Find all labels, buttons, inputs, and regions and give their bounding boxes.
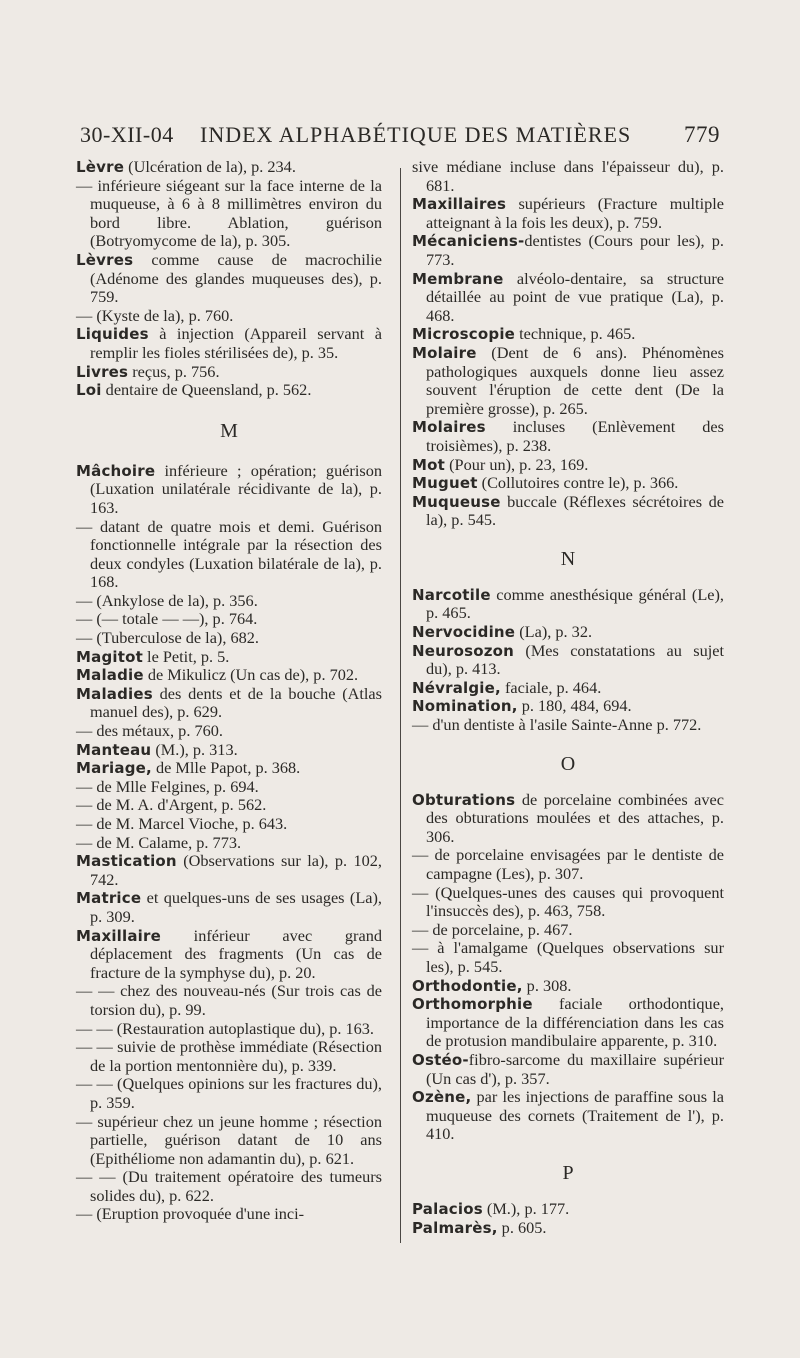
entry-text: reçus, p. 756. <box>128 361 220 381</box>
entry-text: — de porcelaine envisagées par le dentiste de campagne (Les), p. 307. <box>412 845 724 883</box>
entry-headword: Névralgie, <box>412 678 501 697</box>
index-entry <box>76 685 382 722</box>
entry-headword: Narcotile <box>412 585 491 604</box>
entry-text: — supérieur chez un jeune homme ; résection partielle, guérison datant de 10 ans (Epithéliome non adamantin du), p. 621. <box>76 1111 382 1168</box>
index-entry <box>412 232 724 269</box>
entry-text: de Mikulicz (Un cas de), p. 702. <box>143 665 359 685</box>
section-letter: N <box>560 547 576 570</box>
index-entry <box>76 852 382 889</box>
index-entry <box>412 1088 724 1144</box>
entry-headword: Mécaniciens- <box>412 232 525 251</box>
index-entry <box>76 307 382 326</box>
entry-headword: Matrice <box>76 889 142 908</box>
index-entry <box>76 1038 382 1075</box>
entry-headword: Maladie <box>76 666 144 685</box>
entry-text: (Ulcération de la), p. 234. <box>124 157 296 176</box>
index-entry <box>76 381 382 400</box>
right-column <box>412 158 724 1237</box>
entry-text: (Observations sur la), p. 102, 742. <box>90 851 382 889</box>
entry-text: buccale (Réflexes sécrétoires de la), p. 545. <box>426 491 724 530</box>
index-entry <box>412 697 724 716</box>
entry-text: — — (Quelques opinions sur les fractures du), p. 359. <box>76 1074 382 1112</box>
entry-text: dentistes (Cours pour les), p. 773. <box>426 231 724 269</box>
index-entry <box>76 796 382 815</box>
entry-headword: Ostéo- <box>412 1050 469 1069</box>
index-entry <box>412 995 724 1051</box>
entry-headword: Palmarès, <box>412 1218 498 1237</box>
index-entry <box>412 977 724 996</box>
entry-headword: Obturations <box>412 790 516 809</box>
entry-text: (Mes constatations au sujet du), p. 413. <box>426 640 724 679</box>
index-entry <box>76 325 382 362</box>
entry-text: (La), p. 32. <box>515 622 593 642</box>
index-entry <box>76 592 382 611</box>
index-entry <box>76 158 382 177</box>
entry-headword: Molaire <box>412 343 477 362</box>
entry-headword: Lèvre <box>76 158 125 176</box>
index-entry <box>412 716 724 735</box>
index-entry <box>76 1075 382 1112</box>
entry-headword: Lèvres <box>76 250 134 269</box>
entry-text: et quelques-uns de ses usages (La), p. 309. <box>90 888 382 926</box>
section-letter: P <box>562 1161 574 1184</box>
entry-headword: Maladies <box>76 684 153 703</box>
entry-text: inférieure ; opération; guérison (Luxation unilatérale récidivante de la), p. 163. <box>90 460 382 517</box>
entry-text: — (Eruption provoquée d'une inci- <box>76 1204 305 1224</box>
index-entry <box>76 629 382 648</box>
index-entry <box>76 648 382 667</box>
entry-text: par les injections de paraffine sous la muqueuse des cornets (Traitement de l'), p. 410. <box>426 1087 724 1144</box>
entry-text: — à l'amalgame (Quelques observations sur les), p. 545. <box>412 938 724 976</box>
index-entry <box>412 642 724 679</box>
entry-headword: Orthodontie, <box>412 976 523 995</box>
entry-headword: Ozène, <box>412 1088 472 1107</box>
index-entry <box>76 251 382 307</box>
index-entry <box>412 586 724 623</box>
entry-text: dentaire de Queensland, p. 562. <box>101 380 312 400</box>
entry-text: — (Ankylose de la), p. 356. <box>76 590 258 610</box>
index-entry <box>76 834 382 853</box>
index-entry <box>76 1020 382 1039</box>
index-entry <box>412 679 724 698</box>
entry-text: (Pour un), p. 23, 169. <box>445 454 589 474</box>
entry-headword: Liquides <box>76 325 149 344</box>
index-entry <box>76 889 382 926</box>
page-number: 779 <box>684 122 720 147</box>
index-entry <box>412 791 724 847</box>
index-entry <box>412 195 724 232</box>
index-entry <box>412 456 724 475</box>
entry-headword: Molaires <box>412 418 486 437</box>
index-entry <box>76 363 382 382</box>
entry-text: — (Tuberculose de la), 682. <box>76 628 259 648</box>
entry-headword: Maxillaires <box>412 195 507 214</box>
index-entry <box>412 158 724 195</box>
index-entry <box>412 493 724 530</box>
left-column <box>76 158 382 1224</box>
entry-text: (M.), p. 313. <box>151 739 238 759</box>
entry-text: p. 180, 484, 694. <box>517 696 632 716</box>
column-divider <box>400 168 401 1243</box>
index-entry <box>412 1200 724 1219</box>
index-entry <box>76 815 382 834</box>
entry-headword: Orthomorphie <box>412 995 533 1014</box>
index-entry <box>76 982 382 1019</box>
entry-headword: Magitot <box>76 647 143 666</box>
entry-text: — (Quelques-unes des causes qui provoquent l'insuccès des), p. 463, 758. <box>412 882 724 921</box>
index-entry <box>76 177 382 251</box>
index-entry <box>412 846 724 883</box>
index-entry <box>412 325 724 344</box>
index-entry <box>76 1113 382 1169</box>
entry-headword: Livres <box>76 362 129 381</box>
entry-headword: Muguet <box>412 474 478 493</box>
entry-headword: Mâchoire <box>76 461 156 480</box>
entry-text: sive médiane incluse dans l'épaisseur du), p. 681. <box>412 157 724 195</box>
index-entry <box>76 741 382 760</box>
index-entry <box>412 623 724 642</box>
entry-headword: Nomination, <box>412 697 518 716</box>
entry-text: des dents et de la bouche (Atlas manuel des), p. 629. <box>90 683 382 722</box>
entry-text: — inférieure siégeant sur la face interne de la muqueuse, à 6 à 8 millimètres environ du bord libre. Ablation, guérison (Botryomycome de la), p. 305. <box>76 175 382 251</box>
entry-text: — — (Restauration autoplastique du), p. 163. <box>76 1018 374 1038</box>
entry-text: fibro-sarcome du maxillaire supérieur (Un cas d'), p. 357. <box>426 1049 724 1088</box>
entry-headword: Mot <box>412 455 446 474</box>
entry-headword: Muqueuse <box>412 492 501 511</box>
index-entry <box>412 884 724 921</box>
index-entry <box>76 518 382 592</box>
entry-text: — des métaux, p. 760. <box>76 721 223 741</box>
entry-text: (M.), p. 177. <box>482 1198 570 1218</box>
entry-text: — de M. Calame, p. 773. <box>76 832 242 852</box>
index-entry <box>412 474 724 493</box>
entry-text: p. 605. <box>497 1217 547 1237</box>
entry-text: — — (Du traitement opératoire des tumeurs solides du), p. 622. <box>76 1167 382 1205</box>
index-entry <box>76 722 382 741</box>
index-entry <box>412 344 724 418</box>
entry-headword: Loi <box>76 381 102 400</box>
running-header <box>80 122 720 154</box>
entry-text: (Collutoires contre le), p. 366. <box>477 473 679 493</box>
entry-headword: Palacios <box>412 1199 483 1218</box>
section-letter: O <box>560 752 576 775</box>
header-title: INDEX ALPHABÉTIQUE DES MATIÈRES <box>200 122 632 147</box>
entry-text: — de porcelaine, p. 467. <box>412 919 573 939</box>
entry-text: faciale orthodontique, importance de la différenciation dans les cas de protusion mandibulaire apparente, p. 310. <box>426 994 724 1051</box>
entry-headword: Microscopie <box>412 325 516 344</box>
entry-text: de porcelaine combinées avec des obturations moulées et des attaches, p. 306. <box>426 789 724 846</box>
entry-headword: Membrane <box>412 269 504 288</box>
entry-text: p. 308. <box>522 975 572 995</box>
entry-text: — datant de quatre mois et demi. Guérison fonctionnelle intégrale par la résection des deux condyles (Luxation bilatérale de la), p. 168. <box>76 516 382 592</box>
header-date: 30-XII-04 <box>80 122 174 147</box>
entry-text: comme anesthésique général (Le), p. 465. <box>426 584 724 623</box>
entry-text: — (Kyste de la), p. 760. <box>76 305 234 325</box>
entry-text: — de M. A. d'Argent, p. 562. <box>76 795 267 815</box>
index-entry <box>412 1219 724 1238</box>
entry-text: — de M. Marcel Vioche, p. 643. <box>76 814 288 833</box>
entry-headword: Maxillaire <box>76 926 161 945</box>
index-entry <box>412 1051 724 1088</box>
entry-text: comme cause de macrochilie (Adénome des glandes muqueuses des), p. 759. <box>90 249 382 307</box>
index-entry <box>76 610 382 629</box>
entry-text: le Petit, p. 5. <box>142 646 230 666</box>
index-entry <box>412 270 724 326</box>
entry-headword: Mariage, <box>76 759 152 778</box>
entry-headword: Mastication <box>76 852 177 871</box>
entry-text: supérieurs (Fracture multiple atteignant à la fois les deux), p. 759. <box>426 194 724 232</box>
entry-text: inférieur avec grand déplacement des fragments (Un cas de fracture de la symphyse du), p. 20. <box>90 925 382 982</box>
index-entry <box>412 939 724 976</box>
section-letter: M <box>220 419 238 442</box>
index-entry <box>76 462 382 518</box>
index-entry <box>76 927 382 983</box>
index-entry <box>412 418 724 455</box>
index-entry <box>412 921 724 940</box>
entry-text: à injection (Appareil servant à remplir les fioles stérilisées de), p. 35. <box>90 324 382 362</box>
entry-text: — (— totale — —), p. 764. <box>76 609 258 629</box>
entry-text: faciale, p. 464. <box>500 677 602 697</box>
entry-headword: Nervocidine <box>412 623 516 642</box>
index-entry <box>76 759 382 778</box>
index-entry <box>76 1168 382 1205</box>
entry-text: incluses (Enlèvement des troisièmes), p. 238. <box>426 417 724 455</box>
entry-headword: Neurosozon <box>412 641 515 660</box>
entry-text: technique, p. 465. <box>515 324 636 344</box>
entry-text: — — suivie de prothèse immédiate (Résection de la portion mentonnière du), p. 339. <box>76 1037 382 1075</box>
index-entry <box>76 778 382 797</box>
entry-text: de Mlle Papot, p. 368. <box>151 758 301 778</box>
entry-text: — d'un dentiste à l'asile Sainte-Anne p. 772. <box>412 715 702 735</box>
entry-text: — de Mlle Felgines, p. 694. <box>76 776 259 796</box>
entry-headword: Manteau <box>76 740 152 759</box>
entry-text: — — chez des nouveau-nés (Sur trois cas de torsion du), p. 99. <box>76 981 382 1019</box>
entry-text: alvéolo-dentaire, sa structure détaillée au point de vue pratique (La), p. 468. <box>426 268 724 325</box>
entry-text: (Dent de 6 ans). Phénomènes pathologiques auxquels donne lieu assez souvent l'éruption de cette dent (De la première grosse), p. 265. <box>426 342 724 418</box>
index-entry <box>76 1205 382 1224</box>
index-entry <box>76 666 382 685</box>
